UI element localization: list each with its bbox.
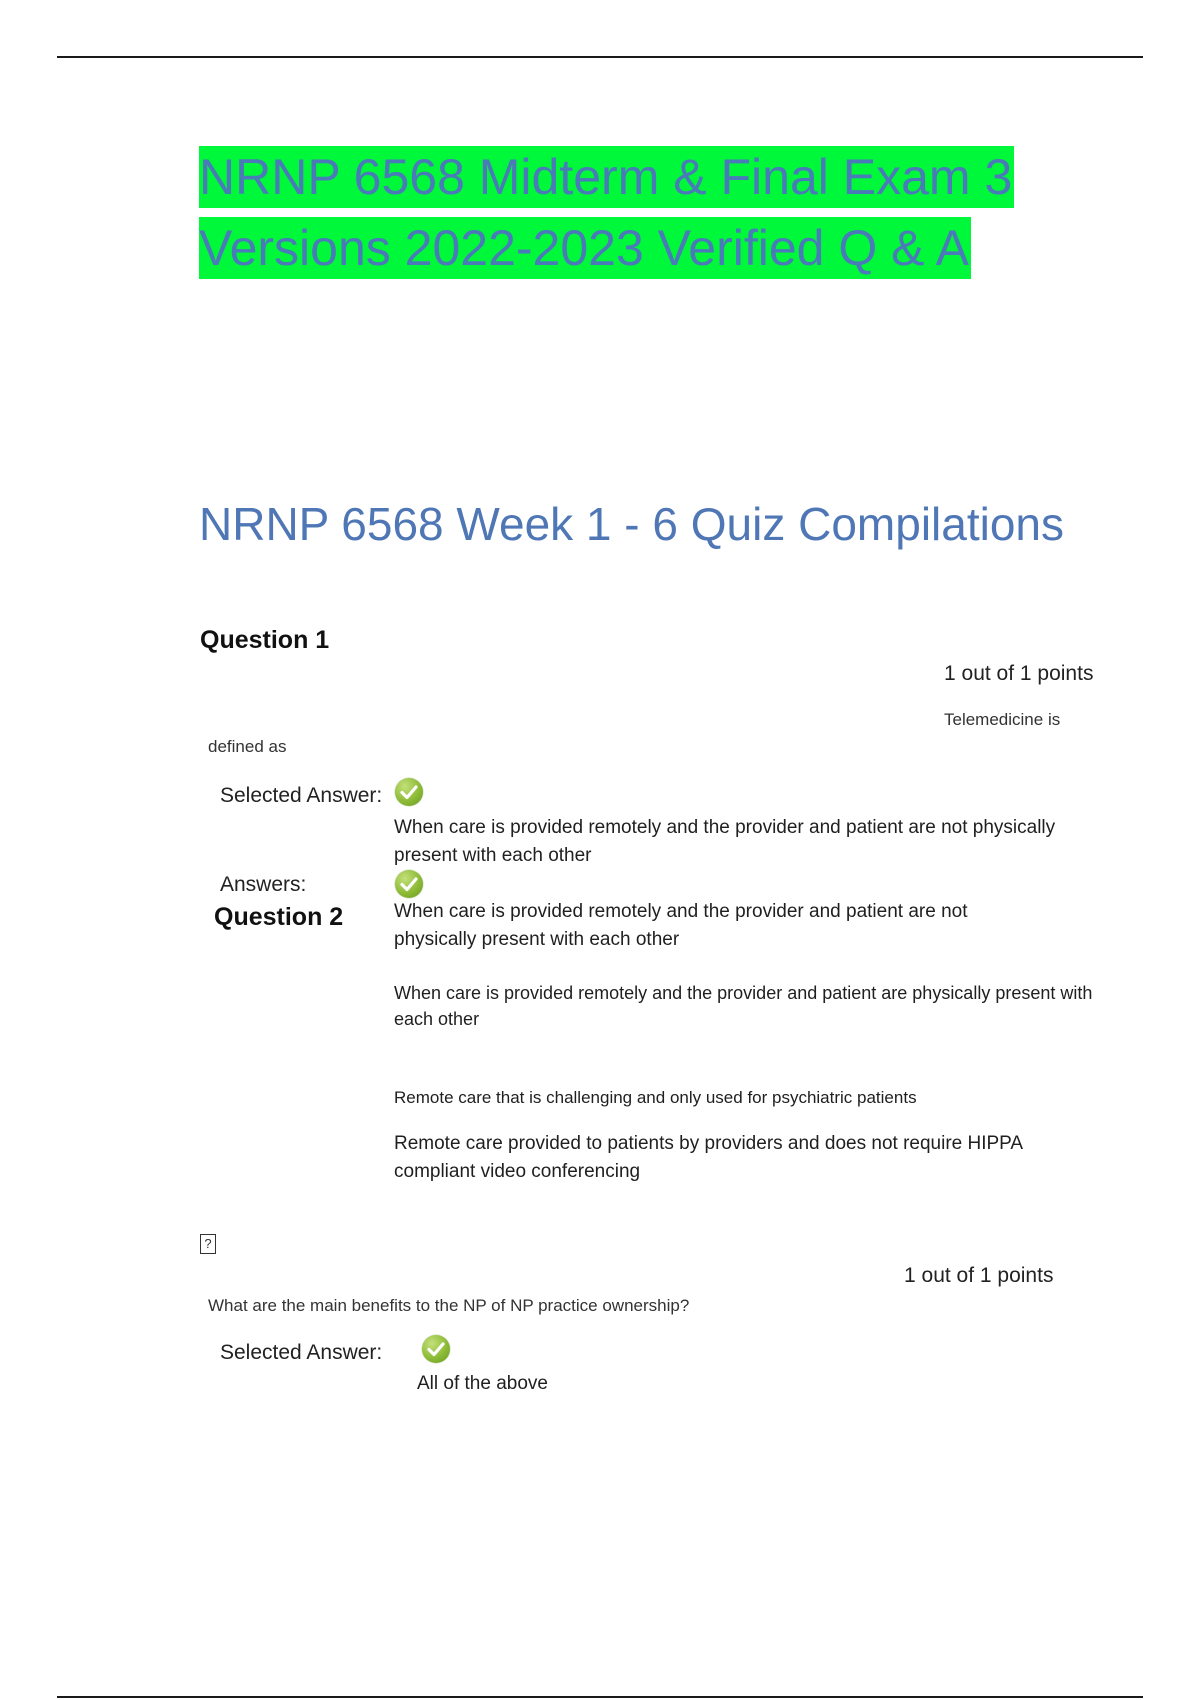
question-2-points: 1 out of 1 points — [904, 1264, 1054, 1287]
answer-option-2: When care is provided remotely and the provider and patient are physically present with each other — [394, 983, 1093, 1029]
question-1-prompt-part-2: defined as — [208, 737, 287, 756]
question-2-prompt: What are the main benefits to the NP of NP practice ownership? — [208, 1296, 690, 1315]
top-rule — [57, 56, 1143, 58]
question-1-prompt-part-1: Telemedicine is — [944, 710, 1061, 729]
question-1-heading: Question 1 — [200, 626, 330, 654]
question-2-selected-answer: All of the above — [417, 1373, 548, 1394]
check-icon — [422, 1335, 450, 1363]
question-2-selected-label: Selected Answer: — [220, 1341, 383, 1364]
question-box-icon: ? — [200, 1234, 216, 1254]
question-1-answers-label: Answers: — [220, 873, 307, 896]
question-1-points: 1 out of 1 points — [944, 662, 1094, 685]
check-icon — [395, 778, 423, 806]
answer-option-4: Remote care provided to patients by providers and does not require HIPPA compliant video conferencing — [394, 1133, 1023, 1182]
answer-option-3: Remote care that is challenging and only used for psychiatric patients — [394, 1088, 917, 1107]
bottom-rule — [57, 1696, 1143, 1698]
question-1-selected-answer: When care is provided remotely and the provider and patient are not physically present with each other — [394, 817, 1056, 866]
document-title-line-1: NRNP 6568 Midterm & Final Exam 3 — [199, 146, 1014, 208]
document-title-line-2: Versions 2022-2023 Verified Q & A — [199, 217, 971, 279]
check-icon — [395, 870, 423, 898]
answer-option-1: When care is provided remotely and the provider and patient are not physically present with each other — [394, 901, 968, 950]
question-2-heading: Question 2 — [214, 903, 344, 931]
question-1-selected-label: Selected Answer: — [220, 784, 383, 807]
section-heading: NRNP 6568 Week 1 - 6 Quiz Compilations — [199, 498, 1065, 550]
